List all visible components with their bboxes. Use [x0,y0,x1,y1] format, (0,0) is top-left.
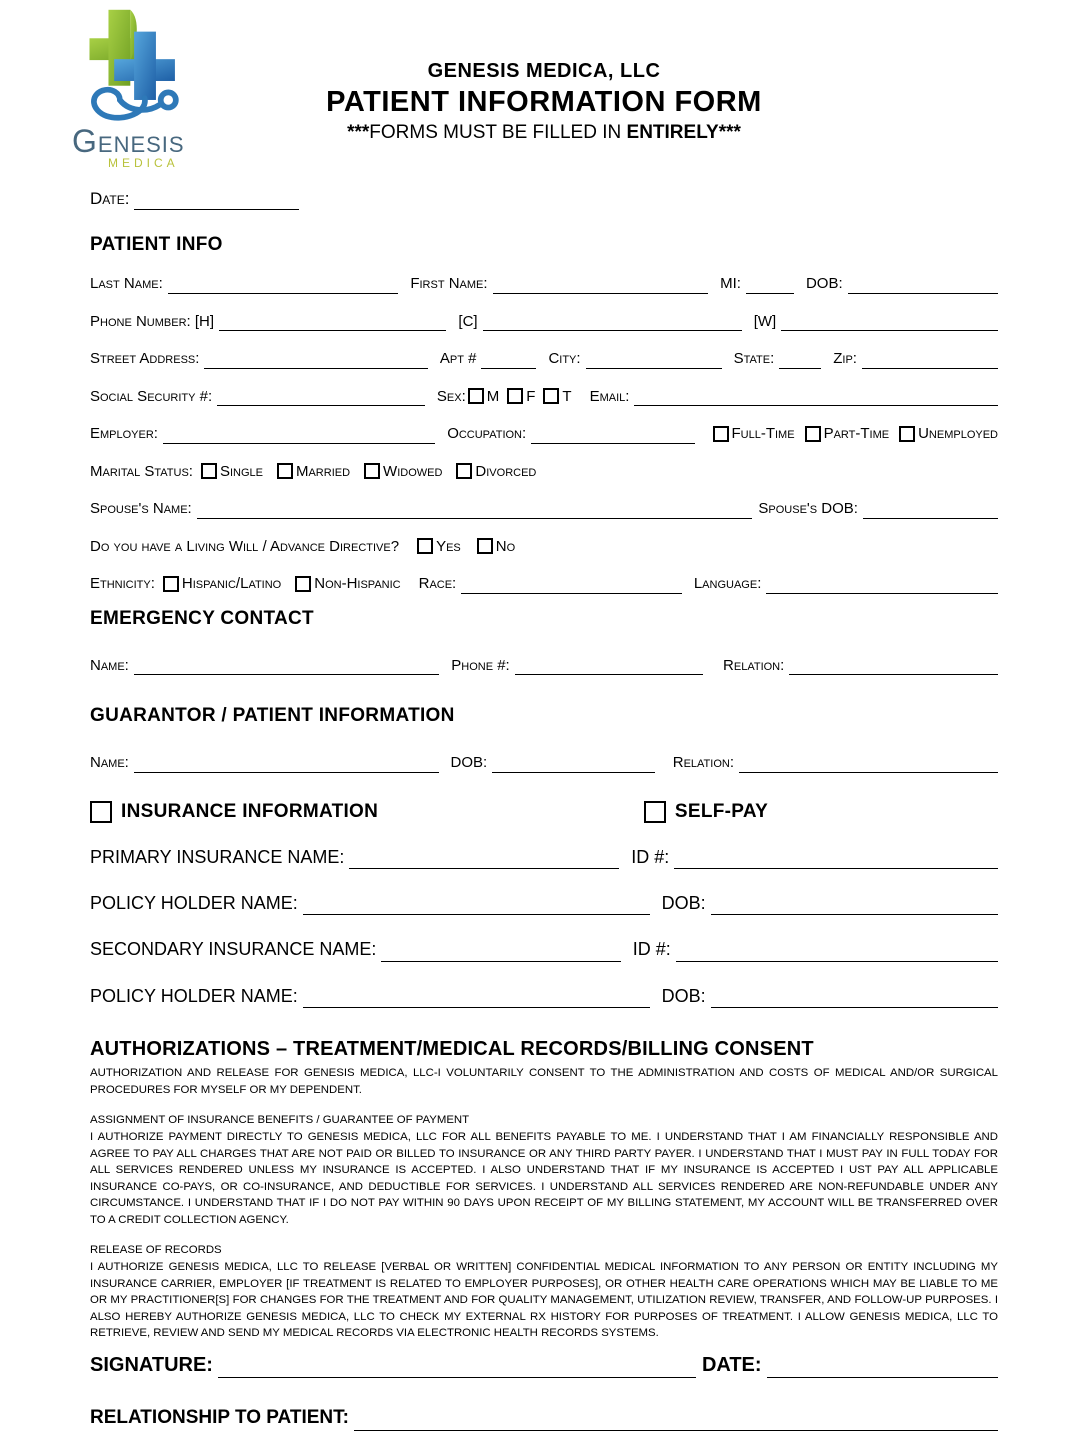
email-label: Email: [589,387,630,405]
sex-f-checkbox[interactable] [507,388,523,404]
emergency-contact-heading: EMERGENCY CONTACT [90,607,314,629]
policy-holder2-row [90,985,998,1008]
first-name-label: First Name: [410,275,488,293]
policy-holder-field[interactable] [303,910,650,915]
logo-enesis-letters: ENESIS [97,132,185,157]
phone-work-label: [W] [753,312,777,330]
language-field[interactable] [766,589,998,594]
part-time-checkbox[interactable] [805,426,821,442]
subtitle-stars-right: *** [718,122,741,143]
dob-field[interactable] [848,289,998,294]
emergency-relation-label: Relation: [723,656,785,674]
signature-field[interactable] [218,1373,696,1378]
policy-holder2-dob-label: DOB: [661,985,706,1006]
state-label: State: [733,350,775,368]
medical-cross-stethoscope-icon [72,6,200,118]
street-address-field[interactable] [204,364,427,369]
patient-info-heading: PATIENT INFO [90,234,223,256]
race-label: Race: [418,575,457,593]
employer-field[interactable] [163,439,435,444]
insurance-checkbox[interactable] [90,801,112,823]
relationship-row [90,1406,998,1431]
marital-status-row [90,462,998,482]
full-time-label: Full-Time [731,425,795,443]
policy-holder-dob-label: DOB: [661,892,706,913]
living-will-no-checkbox[interactable] [477,538,493,554]
signature-row [90,1352,998,1378]
married-label: Married [295,462,351,480]
relationship-label: RELATIONSHIP TO PATIENT: [90,1407,349,1428]
insurance-selfpay-row [90,801,998,823]
subtitle-text: FORMS MUST BE FILLED IN [369,122,627,143]
primary-id-label: ID #: [631,846,670,867]
phone-cell-field[interactable] [483,326,742,331]
sex-f-label: F [526,387,536,405]
date-row [90,188,998,210]
divorced-checkbox[interactable] [456,463,472,479]
emergency-contact-row [90,656,998,676]
emergency-name-label: Name: [90,656,129,674]
date-label: Date: [90,189,130,208]
living-will-no-label: No [495,537,516,555]
guarantor-relation-field[interactable] [739,768,998,773]
form-title: PATIENT INFORMATION FORM [326,86,762,118]
guarantor-dob-field[interactable] [492,768,655,773]
policy-holder2-label: POLICY HOLDER NAME: [90,985,298,1006]
non-hispanic-label: Non-Hispanic [314,575,401,593]
emergency-relation-field[interactable] [789,670,998,675]
unemployed-label: Unemployed [918,425,998,443]
policy-holder2-dob-field[interactable] [711,1003,998,1008]
logo-medica-label: MEDICA [108,156,179,170]
zip-field[interactable] [862,364,998,369]
spouse-row [90,499,998,519]
apt-field[interactable] [481,364,536,369]
phone-home-label: Phone Number: [H] [90,312,215,330]
spouse-dob-field[interactable] [863,514,998,519]
emergency-name-field[interactable] [134,670,439,675]
widowed-checkbox[interactable] [364,463,380,479]
sex-t-checkbox[interactable] [543,388,559,404]
language-label: Language: [693,575,762,593]
mi-label: MI: [720,275,741,293]
occupation-label: Occupation: [447,425,527,443]
single-checkbox[interactable] [201,463,217,479]
widowed-label: Widowed [383,462,443,480]
guarantor-row [90,753,998,773]
hispanic-checkbox[interactable] [163,576,179,592]
secondary-insurance-field[interactable] [381,957,620,962]
single-label: Single [219,462,263,480]
ssn-field[interactable] [217,401,425,406]
assignment-body: I AUTHORIZE PAYMENT DIRECTLY TO GENESIS MEDICA, LLC FOR ALL BENEFITS PAYABLE TO ME. I UNDERSTAND THAT I AM FINANCIALLY RESPONSIBLE AND AGREE TO PAY ALL CHARGES THAT ARE NOT PAID OR BILLED TO INSURANCE OR ANY THIRD PARTY PAYER. I UNDERSTAND THAT I MUST PAY IN FULL TODAY FOR ALL SERVICES RENDERED UNLESS MY INSURANCE IS ACCEPTED. I ALSO UNDERSTAND THAT IF MY INSURANCE IS ACCEPTED I UST PAY ALL APPLICABLE INSURANCE CO-PAYS, OR CO-INSURANCE, AND DEDUCTIBLE FOR SERVICES. I UNDERSTAND ALL SERVICES RENDERED ARE NON-REFUNDABLE UNDER ANY CIRCUMSTANCE. I UNDERSTAND THAT IF I DO NOT PAY WITHIN 90 DAYS UPON RECEIPT OF MY BILLING STATEMENT, MY ACCOUNT WILL BE TRANSFERRED OVER TO A CREDIT COLLECTION AGENCY. [90,1131,998,1226]
race-field[interactable] [461,589,682,594]
divorced-label: Divorced [475,462,537,480]
insurance-heading: INSURANCE INFORMATION [121,800,379,822]
phone-work-field[interactable] [781,326,998,331]
sex-m-label: M [486,387,500,405]
self-pay-heading: SELF-PAY [674,800,769,822]
form-body [90,188,998,1431]
guarantor-dob-label: DOB: [450,754,488,772]
occupation-field[interactable] [531,439,694,444]
living-will-row [90,537,998,557]
policy-holder-dob-field[interactable] [711,910,998,915]
phone-row [90,312,998,332]
married-checkbox[interactable] [277,463,293,479]
signature-label: SIGNATURE: [90,1354,213,1376]
living-will-question: Do you have a Living Will / Advance Directive? [90,537,400,555]
primary-insurance-label: PRIMARY INSURANCE NAME: [90,846,345,867]
address-row [90,349,998,369]
sex-label: Sex: [436,387,466,405]
ethnicity-label: Ethnicity: [90,575,155,593]
insurance-heading-group [90,801,644,823]
relationship-field[interactable] [354,1426,998,1431]
employment-row [90,424,998,444]
primary-id-field[interactable] [674,864,998,869]
non-hispanic-checkbox[interactable] [295,576,311,592]
emergency-phone-label: Phone #: [451,656,510,674]
employer-label: Employer: [90,425,158,443]
street-address-label: Street Address: [90,350,200,368]
release-title: RELEASE OF RECORDS [90,1244,222,1257]
signature-date-label: DATE: [701,1354,762,1376]
apt-label: Apt # [439,350,477,368]
logo-g-letter: G [72,123,98,159]
primary-insurance-field[interactable] [349,864,619,869]
primary-insurance-row [90,846,998,869]
policy-holder-row [90,892,998,915]
living-will-yes-label: Yes [436,537,461,555]
city-label: City: [548,350,581,368]
phone-cell-label: [C] [458,312,478,330]
assignment-title: ASSIGNMENT OF INSURANCE BENEFITS / GUARANTEE OF PAYMENT [90,1114,470,1127]
guarantor-relation-label: Relation: [672,754,734,772]
ethnicity-row [90,574,998,594]
dob-label: DOB: [805,275,843,293]
living-will-yes-checkbox[interactable] [417,538,433,554]
zip-label: Zip: [833,350,857,368]
policy-holder2-field[interactable] [303,1003,650,1008]
spouse-name-field[interactable] [197,514,753,519]
spouse-dob-label: Spouse's DOB: [758,500,858,518]
logo-wordmark [72,125,232,157]
secondary-id-field[interactable] [676,957,998,962]
subtitle-stars-left: *** [347,122,370,143]
guarantor-heading: GUARANTOR / PATIENT INFORMATION [90,705,455,727]
selfpay-heading-group [644,801,768,823]
authorization-intro: AUTHORIZATION AND RELEASE FOR GENESIS MEDICA, LLC-I VOLUNTARILY CONSENT TO THE ADMINISTRATION AND COSTS OF MEDICAL AND/OR SURGICAL PROCEDURES FOR MYSELF OR MY DEPENDENT. [90,1067,998,1096]
name-row [90,274,998,294]
spouse-name-label: Spouse's Name: [90,500,192,518]
sex-m-checkbox[interactable] [468,388,484,404]
release-body: I AUTHORIZE GENESIS MEDICA, LLC TO RELEASE [VERBAL OR WRITTEN] CONFIDENTIAL MEDICAL INFORMATION TO ANY PERSON OR ENTITY INCLUDING MY INSURANCE CARRIER, EMPLOYER [IF TREATMENT IS RELATED TO EMPLOYER PURPOSES], OR OTHER HEALTH CARE OPERATIONS WHICH MAY BE LIABLE TO ME OR MY PRACTITIONER[S] FOR CHANGES FOR THE TREATMENT AND FOR QUALITY MANAGEMENT, UTILIZATION REVIEW, TRANSFER, AND FOLLOW-UP PURPOSES. I ALSO HEREBY AUTHORIZE GENESIS MEDICA, LLC TO CHECK MY EXTERNAL RX HISTORY FOR PURPOSES OF TREATMENT. I ALLOW GENESIS MEDICA, LLC TO RETRIEVE, REVIEW AND SEND MY MEDICAL RECORDS VIA ELECTRONIC HEALTH RECORDS SYSTEMS. [90,1261,998,1340]
unemployed-checkbox[interactable] [899,426,915,442]
marital-status-label: Marital Status: [90,462,193,480]
genesis-medica-logo [72,6,232,170]
last-name-label: Last Name: [90,275,163,293]
last-name-field[interactable] [168,289,399,294]
ssn-label: Social Security #: [90,387,213,405]
authorizations-heading: AUTHORIZATIONS – TREATMENT/MEDICAL RECORDS/BILLING CONSENT [90,1038,814,1061]
self-pay-checkbox[interactable] [644,801,666,823]
phone-home-field[interactable] [219,326,446,331]
guarantor-name-field[interactable] [134,768,439,773]
company-name: GENESIS MEDICA, LLC [427,60,661,82]
city-field[interactable] [586,364,722,369]
signature-date-field[interactable] [767,1373,998,1378]
sex-t-label: T [562,387,572,405]
guarantor-name-label: Name: [90,754,129,772]
full-time-checkbox[interactable] [713,426,729,442]
secondary-insurance-label: SECONDARY INSURANCE NAME: [90,939,377,960]
ssn-sex-email-row [90,387,998,407]
part-time-label: Part-Time [823,425,890,443]
policy-holder-label: POLICY HOLDER NAME: [90,892,298,913]
date-field[interactable] [134,205,299,210]
first-name-field[interactable] [493,289,709,294]
secondary-insurance-row [90,938,998,961]
subtitle-entirely: ENTIRELY [626,122,719,143]
mi-field[interactable] [746,289,794,294]
email-field[interactable] [634,401,998,406]
secondary-id-label: ID #: [632,939,671,960]
state-field[interactable] [779,364,821,369]
hispanic-label: Hispanic/Latino [181,575,282,593]
emergency-phone-field[interactable] [515,670,703,675]
